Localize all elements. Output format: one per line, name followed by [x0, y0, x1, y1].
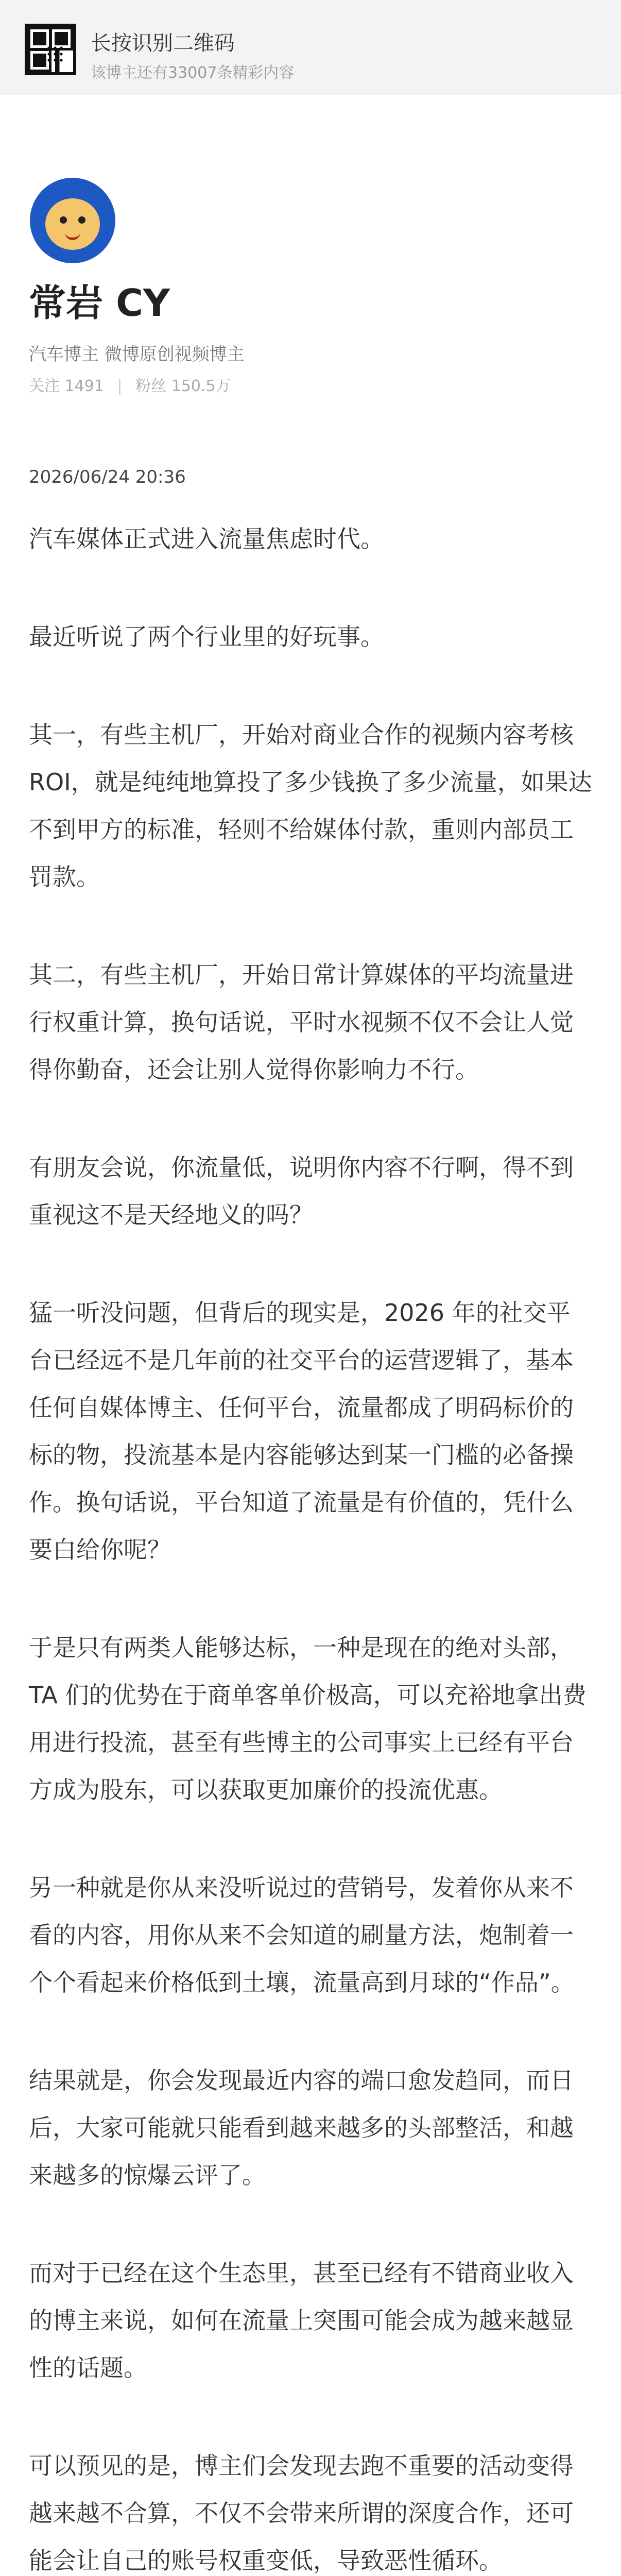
user-name[interactable]: 常岩 CY: [29, 281, 170, 325]
post-body: [29, 515, 592, 2576]
post-paragraph: 可以预见的是，博主们会发现去跑不重要的活动变得越来越不合算，不仅不会带来所谓的深度合作，还可能会让自己的账号权重变低，导致恶性循环。: [29, 2452, 574, 2574]
qr-banner: [0, 0, 621, 95]
post-paragraph: 结果就是，你会发现最近内容的端口愈发趋同，而日后，大家可能就只能看到越来越多的头部整活，和越来越多的惊爆云评了。: [29, 2066, 574, 2189]
post-paragraph: 猛一听没问题，但背后的现实是，2026 年的社交平台已经远不是几年前的社交平台的运营逻辑了，基本任何自媒体博主、任何平台，流量都成了明码标价的标的物，投流基本是内容能够达到某一门槛的必备操作。换句话说，平台知道了流量是有价值的，凭什么要白给你呢？: [29, 1299, 574, 1564]
qr-banner-title: 长按识别二维码: [91, 31, 235, 55]
avatar[interactable]: [30, 178, 115, 263]
qr-banner-subtitle: 该博主还有33007条精彩内容: [91, 64, 295, 82]
post-paragraph: 汽车媒体正式进入流量焦虑时代。: [29, 525, 384, 553]
post-paragraph: 其一，有些主机厂，开始对商业合作的视频内容考核 ROI，就是纯纯地算投了多少钱换了多少流量，如果达不到甲方的标准，轻则不给媒体付款，重则内部员工罚款。: [29, 721, 592, 891]
post-paragraph: 最近听说了两个行业里的好玩事。: [29, 623, 384, 651]
qr-code-icon: [25, 24, 76, 75]
post-paragraph: 而对于已经在这个生态里，甚至已经有不错商业收入的博主来说，如何在流量上突围可能会成为越来越显性的话题。: [29, 2259, 574, 2382]
follow-count: 关注 1491: [29, 377, 104, 395]
stats-separator: |: [117, 377, 123, 395]
post-date: 2026/06/24 20:36: [29, 467, 186, 487]
user-stats: [29, 373, 239, 396]
post-paragraph: 于是只有两类人能够达标，一种是现在的绝对头部，TA 们的优势在于商单客单价极高，可以充裕地拿出费用进行投流，甚至有些博主的公司事实上已经有平台方成为股东，可以获取更加廉价的投流优惠。: [29, 1634, 586, 1804]
post-paragraph: 另一种就是你从来没听说过的营销号，发着你从来不看的内容，用你从来不会知道的刷量方法，炮制着一个个看起来价格低到土壤，流量高到月球的“作品”。: [29, 1874, 575, 1996]
fans-count: 粉丝 150.5万: [135, 377, 231, 395]
verification-text: 汽车博主 微博原创视频博主: [29, 344, 245, 365]
post-paragraph: 其二，有些主机厂，开始日常计算媒体的平均流量进行权重计算，换句话说，平时水视频不仅不会让人觉得你勤奋，还会让别人觉得你影响力不行。: [29, 961, 574, 1083]
post-paragraph: 有朋友会说，你流量低，说明你内容不行啊，得不到重视这不是天经地义的吗？: [29, 1154, 574, 1229]
